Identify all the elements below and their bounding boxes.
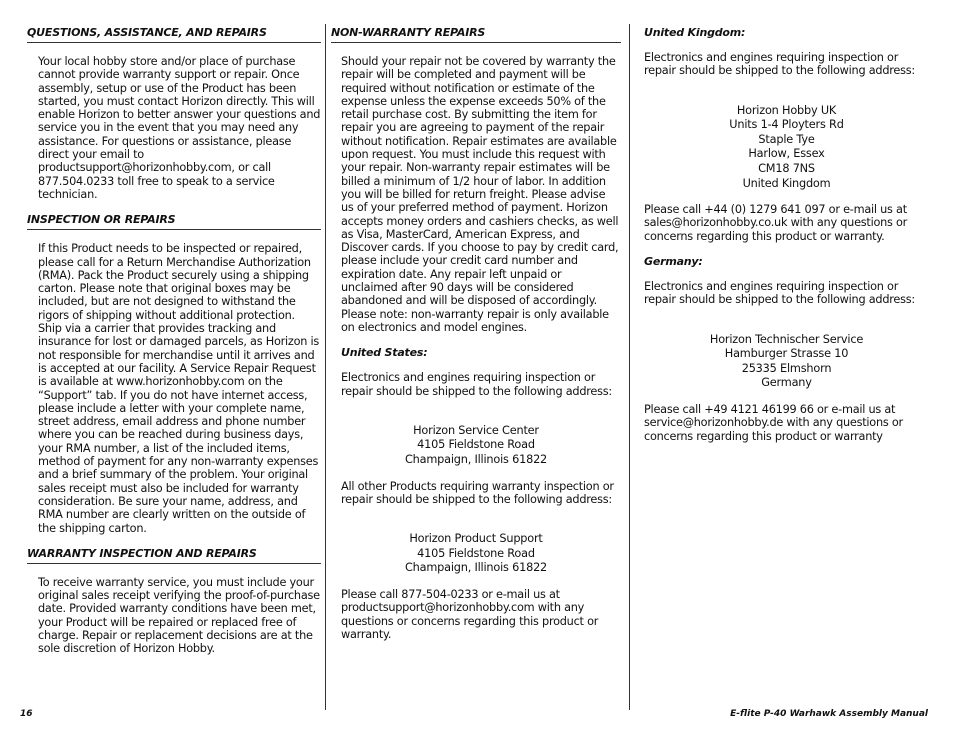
address-line: United Kingdom: [742, 176, 831, 190]
address-line: Champaign, Illinois 61822: [404, 561, 548, 575]
column-divider-2: [629, 24, 630, 710]
germany-heading: Germany:: [644, 255, 703, 269]
other-products-text: All other Products requiring warranty inspection or repair should be shipped to the following address:: [341, 479, 614, 506]
address-line: 4105 Fieldstone Road: [417, 438, 535, 452]
address-line: Horizon Hobby UK: [736, 103, 837, 117]
uk-contact-text: Please call +44 (0) 1279 641 097 or e-mail us at sales@horizonhobby.co.uk with any questions or concerns regarding this product or warranty.: [644, 203, 908, 243]
address-line: 4105 Fieldstone Road: [417, 546, 535, 560]
address-line: CM18 7NS: [758, 161, 815, 175]
inspection-text: If this Product needs to be inspected or repaired, please call for a Return Merchandise Authorization (RMA). Pack the Product securely using a shipping carton. Please note that original boxes may be included, but are not designed to withstand the rigors of shipping without additional protection. Ship via a carrier that provides tracking and insurance for lost or damaged parcels, as Horizon is not responsible for merchandise until it arrives and is accepted at our facility. A Service Repair Request is available at www.horizonhobby.com on the “Support” tab. If you do not have internet access, please include a letter with your complete name, street address, email address and phone number where you can be reached during business days, your RMA number, a list of the included items, method of payment for any non-warranty expenses and a brief summary of the problem. Your original sales receipt must also be included for warranty consideration. Be sure your name, address, and RMA number are clearly written on the outside of the shipping carton.: [38, 242, 320, 535]
warranty-inspection-heading: WARRANTY INSPECTION AND REPAIRS: [27, 547, 321, 564]
address-line: Hamburger Strasse 10: [724, 347, 849, 361]
address-line: Horizon Technischer Service: [709, 332, 864, 346]
non-warranty-text: Should your repair not be covered by warranty the repair will be completed and payment will be required without notification or estimate of the expense unless the expense exceeds 50% of the retail purchase cost. By submitting the item for repair you are agreeing to payment of the repair without notification. Repair estimates are available upon request. You must include this request with your repair. Non-warranty repair estimates will be billed a minimum of 1/2 hour of labor. In addition you will be billed for return freight. Please advise us of your preferred method of payment. Horizon accepts money orders and cashiers checks, as well as Visa, MasterCard, American Express, and Discover cards. If you choose to pay by credit card, please include your credit card number and expiration date. Any repair left unpaid or unclaimed after 90 days will be considered abandoned and will be disposed of accordingly. Please note: non-warranty repair is only available on electronics and model engines.: [341, 55, 619, 334]
questions-heading: QUESTIONS, ASSISTANCE, AND REPAIRS: [27, 26, 321, 43]
column-middle: [331, 26, 621, 653]
address-line: Units 1-4 Ployters Rd: [729, 118, 844, 132]
uk-address: [644, 104, 929, 192]
united-states-heading: United States:: [341, 346, 428, 360]
warranty-inspection-text: To receive warranty service, you must include your original sales receipt verifying the proof-of-purchase date. Provided warranty conditions have been met, your Product will be repaired or replaced free of charge. Repair or replacement decisions are at the sole discretion of Horizon Hobby.: [38, 575, 320, 656]
address-line: Harlow, Essex: [748, 147, 825, 161]
us-service-address: [331, 424, 621, 468]
column-right: [644, 26, 929, 455]
de-contact-text: Please call +49 4121 46199 66 or e-mail us at service@horizonhobby.de with any questions or concerns regarding this product or warranty: [644, 403, 903, 443]
address-line: Horizon Service Center: [413, 423, 539, 437]
us-contact-text: Please call 877-504-0233 or e-mail us at productsupport@horizonhobby.com with any questions or concerns regarding this product or warranty.: [341, 587, 599, 641]
address-line: 25335 Elmshorn: [741, 361, 832, 375]
address-line: Horizon Product Support: [409, 532, 543, 546]
address-line: Staple Tye: [758, 132, 815, 146]
page-number: 16: [20, 709, 33, 719]
address-line: Germany: [761, 376, 812, 390]
inspection-heading: INSPECTION OR REPAIRS: [27, 213, 321, 230]
us-support-address: [331, 532, 621, 576]
us-intro-text: Electronics and engines requiring inspection or repair should be shipped to the following address:: [341, 371, 612, 398]
uk-intro-text: Electronics and engines requiring inspection or repair should be shipped to the following address:: [644, 51, 915, 78]
column-divider-1: [325, 24, 326, 710]
questions-text: Your local hobby store and/or place of purchase cannot provide warranty support or repair. Once assembly, setup or use of the Product has been started, you must contact Horizon directly. This will enable Horizon to better answer your questions and service you in the event that you may need any assistance. For questions or assistance, please direct your email to productsupport@horizonhobby.com, or call 877.504.0233 toll free to speak to a service technician.: [38, 55, 321, 201]
non-warranty-heading: NON-WARRANTY REPAIRS: [331, 26, 621, 43]
address-line: Champaign, Illinois 61822: [404, 453, 548, 467]
column-left: [27, 26, 321, 668]
manual-title: E-flite P-40 Warhawk Assembly Manual: [730, 709, 928, 719]
united-kingdom-heading: United Kingdom:: [644, 26, 746, 39]
de-address: [644, 333, 929, 391]
de-intro-text: Electronics and engines requiring inspection or repair should be shipped to the following address:: [644, 280, 915, 307]
